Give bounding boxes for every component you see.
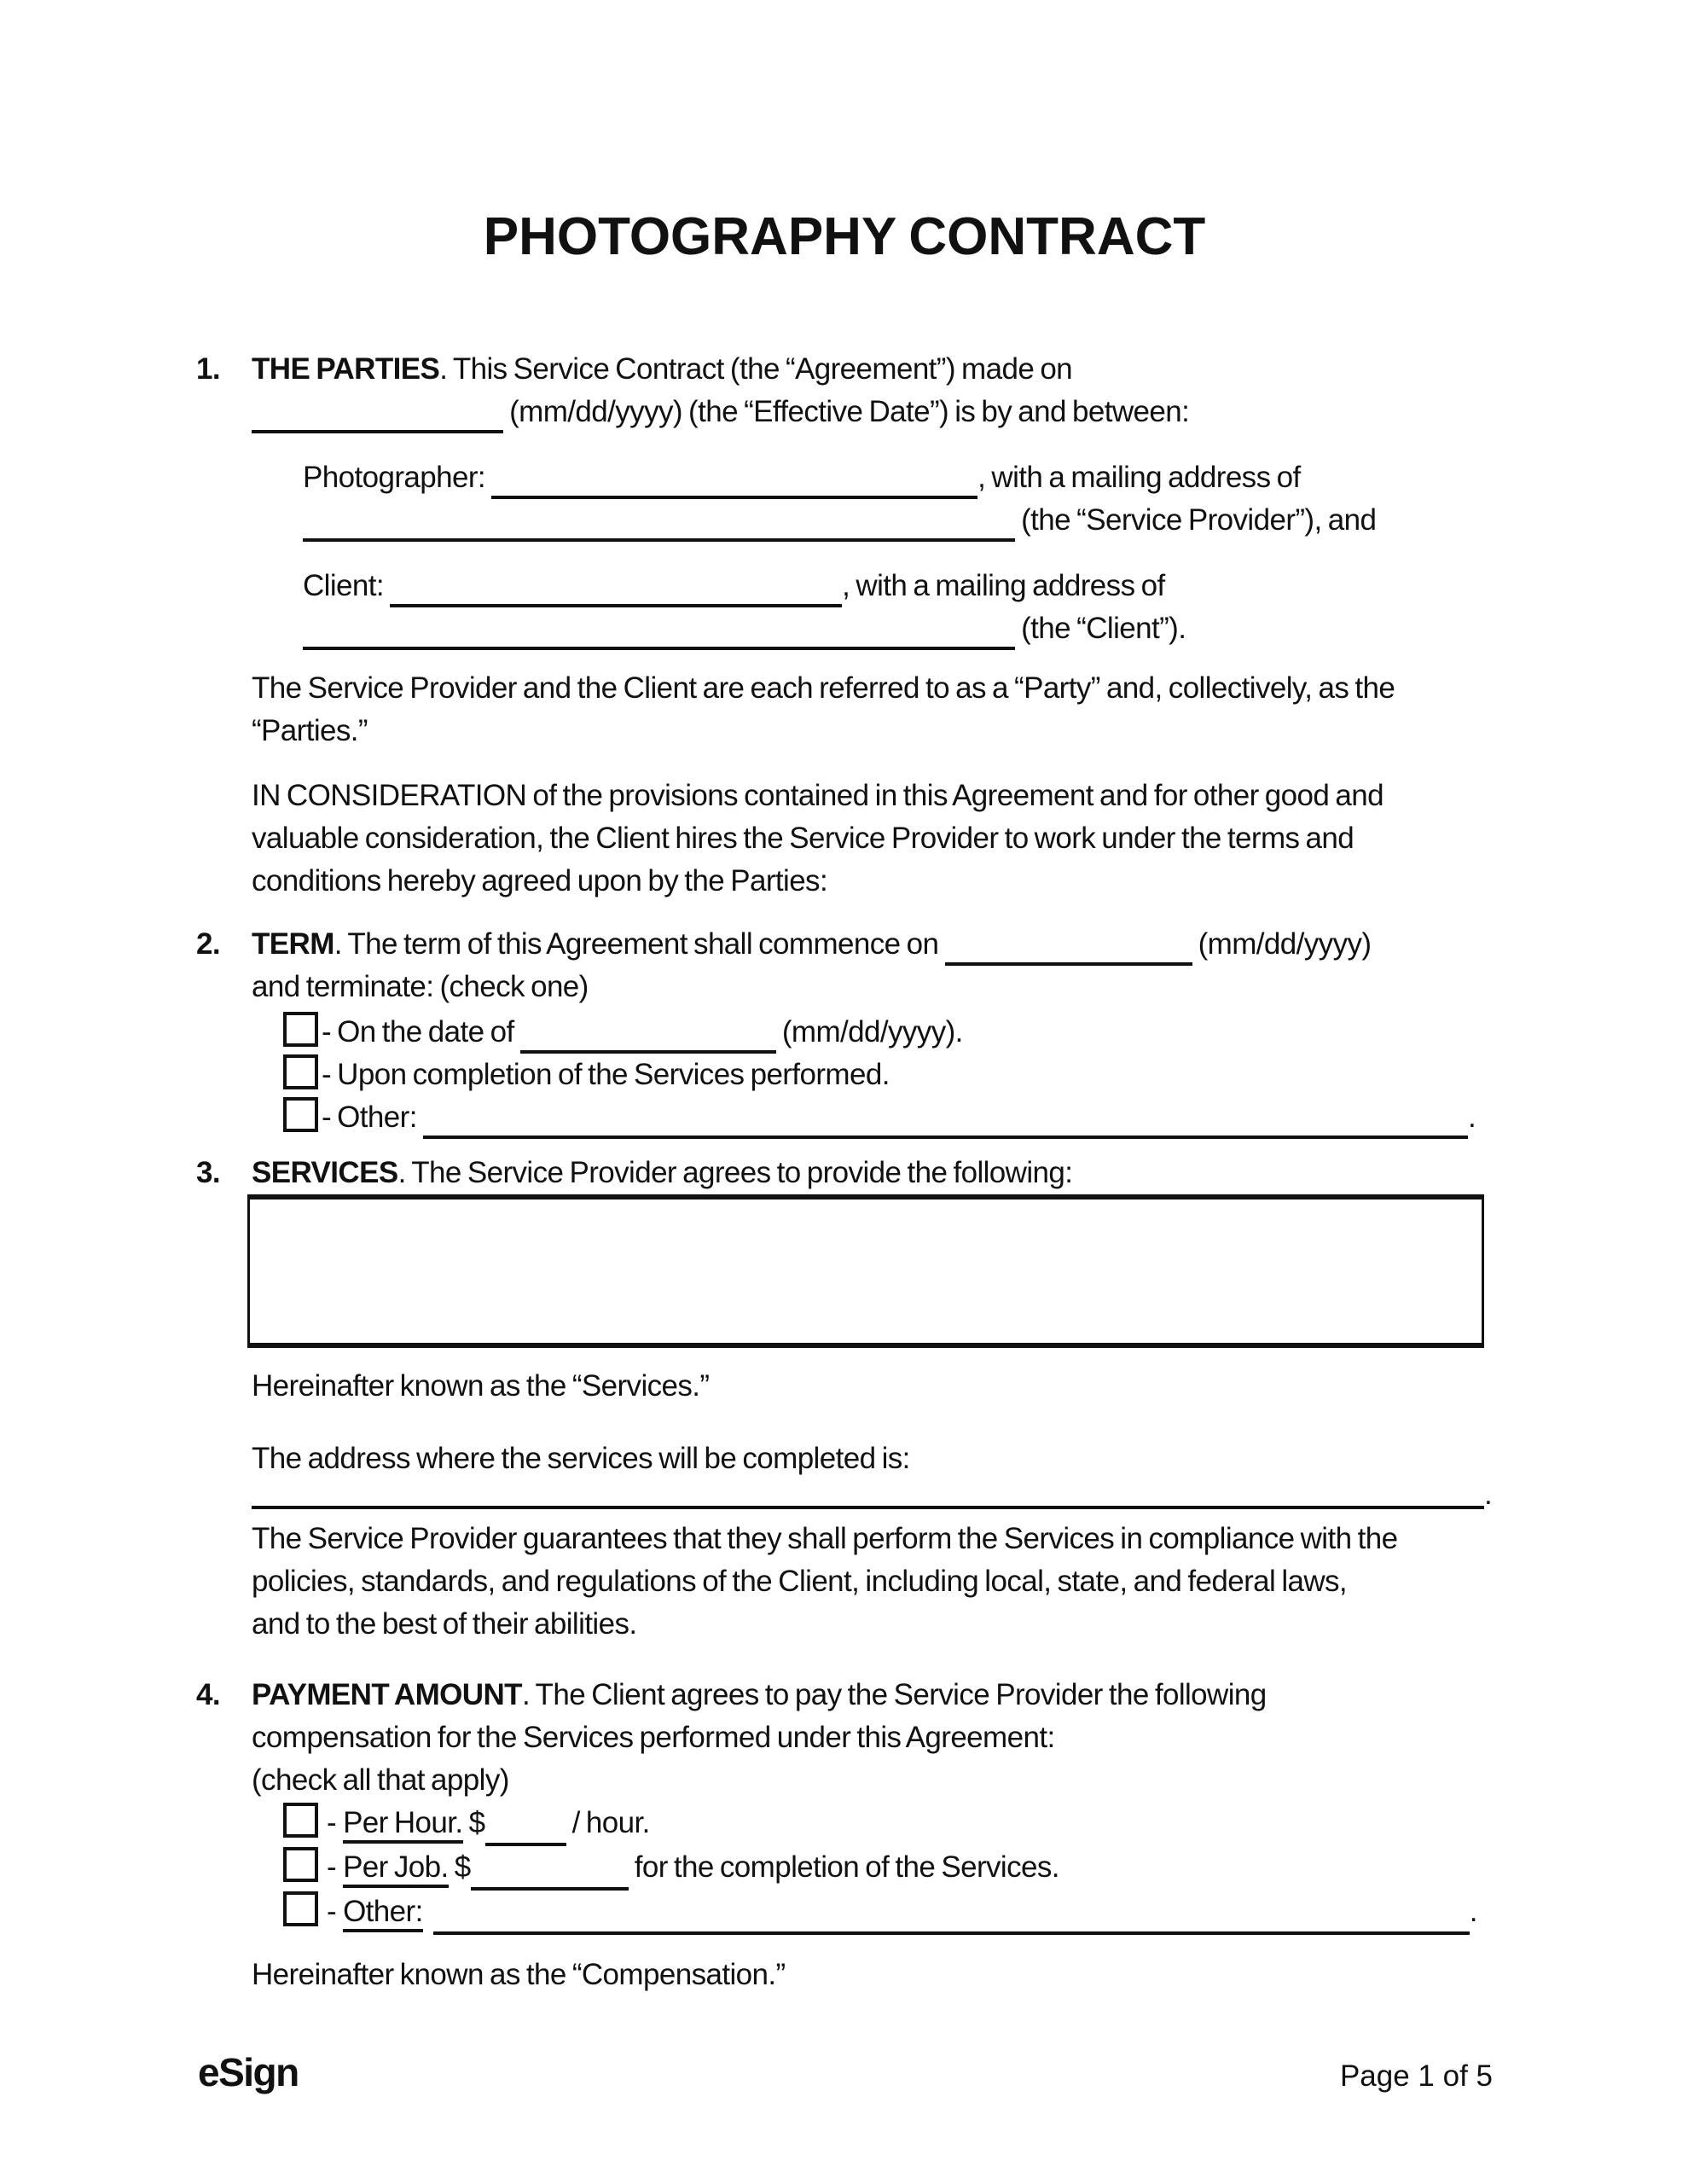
per-job-label: Per Job. xyxy=(343,1850,449,1888)
services-address-suffix: . xyxy=(1484,1478,1493,1511)
services-description-box[interactable] xyxy=(247,1194,1484,1348)
client-address-blank[interactable] xyxy=(303,611,1015,650)
services-hereinafter: Hereinafter known as the “Services.” xyxy=(252,1369,710,1403)
contract-content xyxy=(0,207,1688,1996)
per-hour-suffix: / hour. xyxy=(566,1806,650,1839)
client-line1 xyxy=(303,565,1493,607)
section-services xyxy=(196,1152,1493,1646)
parties-intro-rest: . This Service Contract (the “Agreement”) made on xyxy=(439,352,1073,386)
photographer-name-blank[interactable] xyxy=(491,460,977,499)
party-clause-line1: The Service Provider and the Client are each referred to as a “Party” and, collectively, as the xyxy=(252,671,1395,705)
per-hour-dash: - xyxy=(327,1806,337,1839)
photographer-label: Photographer: xyxy=(303,461,492,494)
services-heading: SERVICES xyxy=(252,1156,398,1189)
section-parties xyxy=(196,348,1493,903)
term-other-blank[interactable] xyxy=(423,1100,1468,1139)
term-option-completion xyxy=(283,1054,1493,1096)
consideration-line3: conditions hereby agreed upon by the Parties: xyxy=(252,864,828,897)
term-on-date-blank[interactable] xyxy=(520,1014,776,1054)
per-job-dash: - xyxy=(327,1850,337,1884)
services-line1-rest: . The Service Provider agrees to provide the following: xyxy=(397,1156,1073,1189)
services-address-line xyxy=(252,1480,1493,1509)
payment-line3: (check all that apply) xyxy=(252,1763,509,1797)
services-guarantee xyxy=(252,1518,1493,1646)
section-payment xyxy=(196,1674,1493,1996)
guarantee-line3: and to the best of their abilities. xyxy=(252,1607,637,1641)
party-clause xyxy=(252,667,1493,752)
term-other-label: - Other: xyxy=(322,1101,423,1134)
payment-hereinafter: Hereinafter known as the “Compensation.” xyxy=(252,1958,786,1991)
parties-heading: THE PARTIES xyxy=(252,352,440,386)
client-name-blank[interactable] xyxy=(390,568,842,607)
services-address-blank[interactable] xyxy=(252,1480,1484,1509)
per-hour-amount-blank[interactable] xyxy=(485,1807,566,1846)
photographer-address-blank[interactable] xyxy=(303,502,1015,542)
per-job-amount-blank[interactable] xyxy=(471,1851,629,1891)
section-term-number: 2. xyxy=(196,927,220,961)
payment-line1 xyxy=(252,1674,1493,1716)
per-job-suffix: for the completion of the Services. xyxy=(628,1850,1059,1884)
per-hour-pre: $ xyxy=(462,1806,485,1839)
term-line1-rest: . The term of this Agreement shall commence on xyxy=(334,927,945,961)
section-payment-number: 4. xyxy=(196,1678,220,1711)
term-line1-suffix: (mm/dd/yyyy) xyxy=(1192,927,1372,961)
section-term xyxy=(196,923,1493,1139)
photographer-name-suffix: , with a mailing address of xyxy=(977,461,1301,494)
term-option-on-date xyxy=(283,1011,1493,1054)
section-parties-number: 1. xyxy=(196,352,220,386)
payment-other-blank[interactable] xyxy=(433,1896,1470,1935)
client-line2 xyxy=(303,607,1493,650)
per-job-pre: $ xyxy=(448,1850,471,1884)
client-name-suffix: , with a mailing address of xyxy=(842,569,1165,602)
term-line2: and terminate: (check one) xyxy=(252,970,589,1003)
client-address-suffix: (the “Client”). xyxy=(1015,612,1186,645)
payment-option-per-hour xyxy=(283,1802,1493,1846)
term-commence-date-blank[interactable] xyxy=(945,926,1192,966)
client-label: Client: xyxy=(303,569,391,602)
guarantee-line2: policies, standards, and regulations of the Client, including local, state, and federal laws, xyxy=(252,1565,1348,1598)
term-options xyxy=(283,1011,1493,1139)
term-other-suffix: . xyxy=(1467,1101,1476,1134)
payment-heading: PAYMENT AMOUNT xyxy=(252,1678,522,1711)
guarantee-line1: The Service Provider guarantees that they shall perform the Services in compliance with the xyxy=(252,1522,1398,1555)
term-completion-label: - Upon completion of the Services performed. xyxy=(322,1058,890,1091)
effective-date-blank[interactable] xyxy=(252,394,503,433)
payment-other-suffix: . xyxy=(1469,1895,1477,1928)
photographer-address-suffix: (the “Service Provider”), and xyxy=(1015,503,1377,537)
payment-line1-rest: . The Client agrees to pay the Service Provider the following xyxy=(521,1678,1267,1711)
payment-line2: compensation for the Services performed under this Agreement: xyxy=(252,1721,1055,1754)
photographer-block xyxy=(303,456,1493,542)
term-completion-checkbox[interactable] xyxy=(283,1054,318,1089)
payment-option-other xyxy=(283,1891,1493,1935)
services-address-prompt: The address where the services will be completed is: xyxy=(252,1442,910,1475)
esign-logo: eSign xyxy=(198,2050,299,2094)
term-on-date-checkbox[interactable] xyxy=(283,1012,318,1047)
photographer-line2 xyxy=(303,499,1493,542)
payment-other-checkbox[interactable] xyxy=(283,1891,318,1926)
page-indicator: Page 1 of 5 xyxy=(1339,2059,1493,2093)
payment-other-dash: - xyxy=(327,1895,337,1928)
consideration-line1: IN CONSIDERATION of the provisions contained in this Agreement and for other good and xyxy=(252,779,1383,812)
term-on-date-label: - On the date of xyxy=(322,1015,520,1048)
consideration-clause xyxy=(252,775,1493,903)
term-heading: TERM xyxy=(252,927,334,961)
page-title: PHOTOGRAPHY CONTRACT xyxy=(483,207,1206,266)
per-hour-label: Per Hour. xyxy=(343,1806,462,1844)
per-hour-checkbox[interactable] xyxy=(283,1803,318,1838)
payment-options xyxy=(283,1802,1493,1935)
consideration-line2: valuable consideration, the Client hires the Service Provider to work under the terms and xyxy=(252,822,1354,855)
payment-other-label: Other: xyxy=(343,1895,423,1932)
photographer-line1 xyxy=(303,456,1493,499)
section-services-number: 3. xyxy=(196,1156,220,1189)
party-clause-line2: “Parties.” xyxy=(252,714,368,747)
client-block xyxy=(303,565,1493,650)
parties-intro-line2-suffix: (mm/dd/yyyy) (the “Effective Date”) is by and between: xyxy=(503,395,1190,428)
term-on-date-suffix: (mm/dd/yyyy). xyxy=(775,1015,963,1048)
per-job-checkbox[interactable] xyxy=(283,1847,318,1882)
payment-option-per-job xyxy=(283,1846,1493,1891)
term-option-other xyxy=(283,1096,1493,1139)
parties-intro-line2 xyxy=(252,391,1493,433)
services-line1 xyxy=(252,1152,1493,1194)
page-footer xyxy=(198,2049,1493,2095)
term-other-checkbox[interactable] xyxy=(283,1097,318,1132)
parties-intro-line1 xyxy=(252,348,1493,391)
term-line1 xyxy=(252,923,1493,966)
